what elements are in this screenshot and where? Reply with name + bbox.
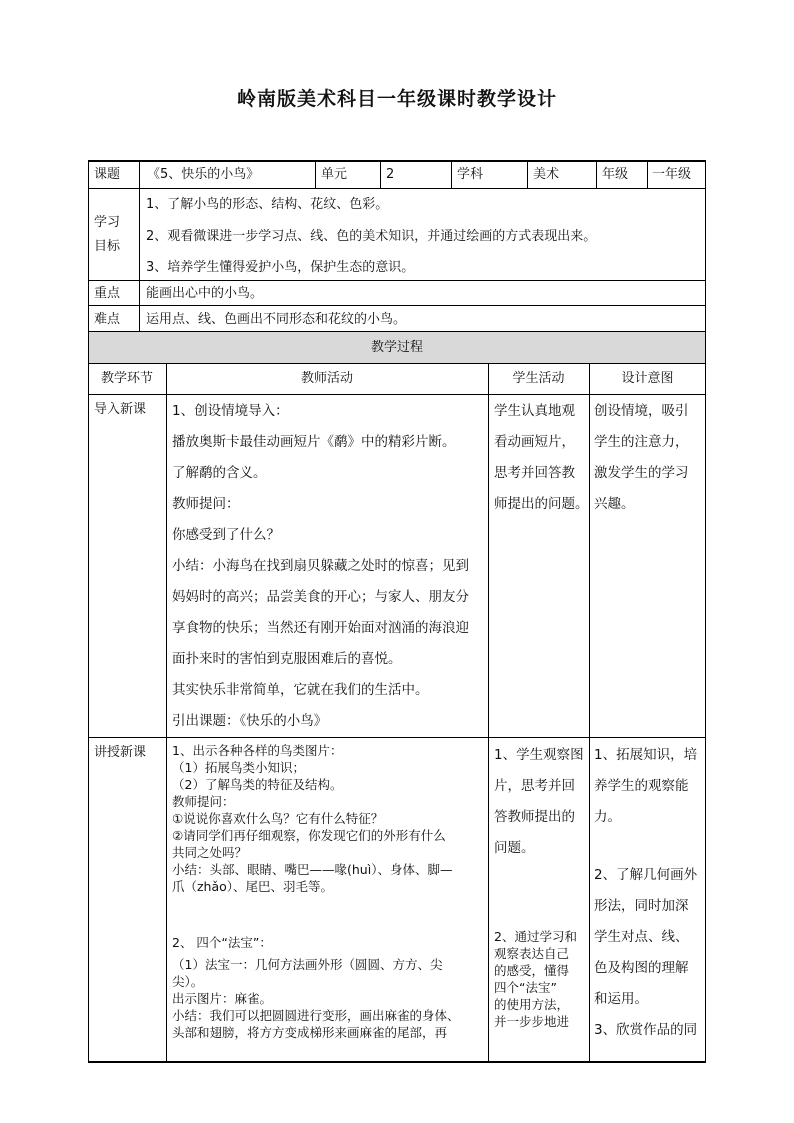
header-teacher: 教师活动 (300, 371, 353, 386)
text-line: 力。 (594, 809, 621, 825)
text-line: 小结：小海鸟在找到扇贝躲藏之处时的惊喜；见到 (172, 558, 469, 574)
teacher-activity (172, 396, 469, 737)
unit-value: 2 (386, 167, 395, 182)
text-line: 其实快乐非常简单，它就在我们的生活中。 (172, 682, 429, 698)
rule (166, 363, 167, 1062)
rule (488, 363, 489, 1062)
text-line: ②请同学们再仔细观察，你发现它们的外形有什么 (172, 828, 446, 843)
grade-label: 年级 (602, 167, 629, 182)
lesson-value: 《5、快乐的小鸟》 (147, 167, 260, 182)
rule (88, 305, 706, 306)
text-line: 问题。 (494, 840, 535, 856)
goals-label: 学习 (94, 215, 121, 230)
stage-label: 讲授新课 (94, 745, 147, 760)
text-line: 教师提问： (172, 496, 240, 512)
process-title: 教学过程 (370, 340, 423, 355)
teacher-activity (172, 742, 452, 895)
rule (88, 737, 706, 738)
text-line: ①说说你喜欢什么鸟？它有什么特征？ (172, 811, 384, 826)
rule (88, 1061, 706, 1063)
rule (88, 160, 706, 162)
rule (88, 188, 706, 189)
rule (596, 160, 597, 188)
header-student: 学生活动 (512, 371, 565, 386)
rule (451, 160, 452, 188)
rule (647, 160, 648, 188)
text-line: 学生对点、线、 (594, 929, 689, 945)
text-line: 1、创设情境导入： (172, 403, 289, 419)
text-line: 2、 四个“法宝”： (172, 935, 272, 950)
student-activity (494, 740, 584, 864)
student-activity (494, 396, 589, 520)
rule (88, 331, 706, 332)
lesson-label: 课题 (94, 167, 121, 182)
rule (88, 363, 706, 364)
text-line: 引出课题：《快乐的小鸟》 (172, 713, 328, 729)
student-activity (494, 928, 577, 1030)
design-intent (594, 396, 689, 520)
rule (88, 280, 706, 281)
rule (315, 160, 316, 188)
text-line: 学生认真地观 (494, 403, 575, 419)
grade-value: 一年级 (652, 167, 692, 182)
difficulty-label: 难点 (94, 312, 121, 327)
text-line: 师提出的问题。 (494, 496, 589, 512)
text-line: 养学生的观察能 (594, 778, 689, 794)
header-stage: 教学环节 (100, 371, 153, 386)
text-line: 和运用。 (594, 991, 648, 1007)
text-line: 片，思考并回 (494, 778, 575, 794)
text-line: 并一步步地进 (494, 1014, 570, 1029)
design-intent (594, 860, 697, 1046)
text-line: 2、了解几何画外 (594, 867, 698, 883)
text-line: 教师提问： (172, 794, 235, 809)
rule (527, 160, 528, 188)
text-line: 面扑来时的害怕到克服困难后的喜悦。 (172, 651, 402, 667)
goal-item: 3、培养学生懂得爱护小鸟，保护生态的意识。 (146, 260, 415, 275)
unit-label: 单元 (321, 167, 348, 182)
text-line: 共同之处吗？ (172, 845, 248, 860)
design-intent (594, 740, 697, 833)
text-line: 兴趣。 (594, 496, 635, 512)
text-line: 形法，同时加深 (594, 898, 689, 914)
text-line: 播放奥斯卡最佳动画短片《鹬》中的精彩片断。 (172, 434, 456, 450)
goal-item: 2、观看微课进一步学习点、线、色的美术知识，并通过绘画的方式表现出来。 (146, 229, 597, 244)
text-line: 妈妈时的高兴；品尝美食的开心；与家人、朋友分 (172, 589, 469, 605)
text-line: 小结：我们可以把圆圆进行变形，画出麻雀的身体、 (172, 1008, 460, 1023)
text-line: 1、学生观察图 (494, 747, 584, 763)
text-line: 爪（zhǎo）、尾巴、羽毛等。 (172, 879, 334, 894)
stage-label: 导入新课 (94, 402, 147, 417)
rule (705, 160, 706, 1062)
text-line: 2、通过学习和 (494, 929, 577, 944)
difficulty-text: 运用点、线、色画出不同形态和花纹的小鸟。 (146, 312, 407, 327)
text-line: 四个“法宝” (494, 980, 557, 995)
text-line: 创设情境，吸引 (594, 403, 689, 419)
text-line: 尖）。 (172, 974, 204, 989)
text-line: 激发学生的学习 (594, 465, 689, 481)
text-line: 答教师提出的 (494, 809, 575, 825)
text-line: 出示图片：麻雀。 (172, 991, 273, 1006)
rule (88, 160, 89, 1062)
rule (88, 394, 706, 395)
key-point-label: 重点 (94, 286, 121, 301)
text-line: （1）法宝一：几何方法画外形（圆圆、方方、尖 (172, 957, 443, 972)
header-intent: 设计意图 (621, 371, 674, 386)
subject-label: 学科 (457, 167, 484, 182)
key-point-text: 能画出心中的小鸟。 (146, 286, 264, 301)
rule (139, 160, 140, 331)
text-line: 看动画短片， (494, 434, 575, 450)
text-line: 享食物的快乐；当然还有刚开始面对汹涌的海浪迎 (172, 620, 469, 636)
goals-label: 目标 (94, 239, 121, 254)
text-line: 学生的注意力， (594, 434, 689, 450)
text-line: 3、欣赏作品的同 (594, 1022, 698, 1038)
text-line: 了解鹬的含义。 (172, 465, 267, 481)
goal-item: 1、了解小鸟的形态、结构、花纹、色彩。 (146, 197, 389, 212)
text-line: （1）拓展鸟类小知识； (172, 760, 305, 775)
text-line: 思考并回答教 (494, 465, 575, 481)
text-line: （2）了解鸟类的特征及结构。 (172, 777, 343, 792)
text-line: 观察表达自己 (494, 946, 570, 961)
text-line: 的使用方法， (494, 997, 570, 1012)
text-line: 1、拓展知识，培 (594, 747, 698, 763)
subject-value: 美术 (533, 167, 560, 182)
text-line: 小结：头部、眼睛、嘴巴——喙(huì）、身体、脚— (172, 862, 453, 877)
text-line: 头部和翅膀，将方方变成梯形来画麻雀的尾部，再 (172, 1025, 448, 1040)
text-line: 的感受，懂得 (494, 963, 570, 978)
text-line: 你感受到了什么？ (172, 527, 280, 543)
text-line: 色及构图的理解 (594, 960, 689, 976)
document-title: 岭南版美术科目一年级课时教学设计 (236, 88, 557, 110)
text-line: 1、出示各种各样的鸟类图片： (172, 743, 343, 758)
rule (589, 363, 590, 1062)
teacher-activity (172, 934, 460, 1041)
rule (380, 160, 381, 188)
